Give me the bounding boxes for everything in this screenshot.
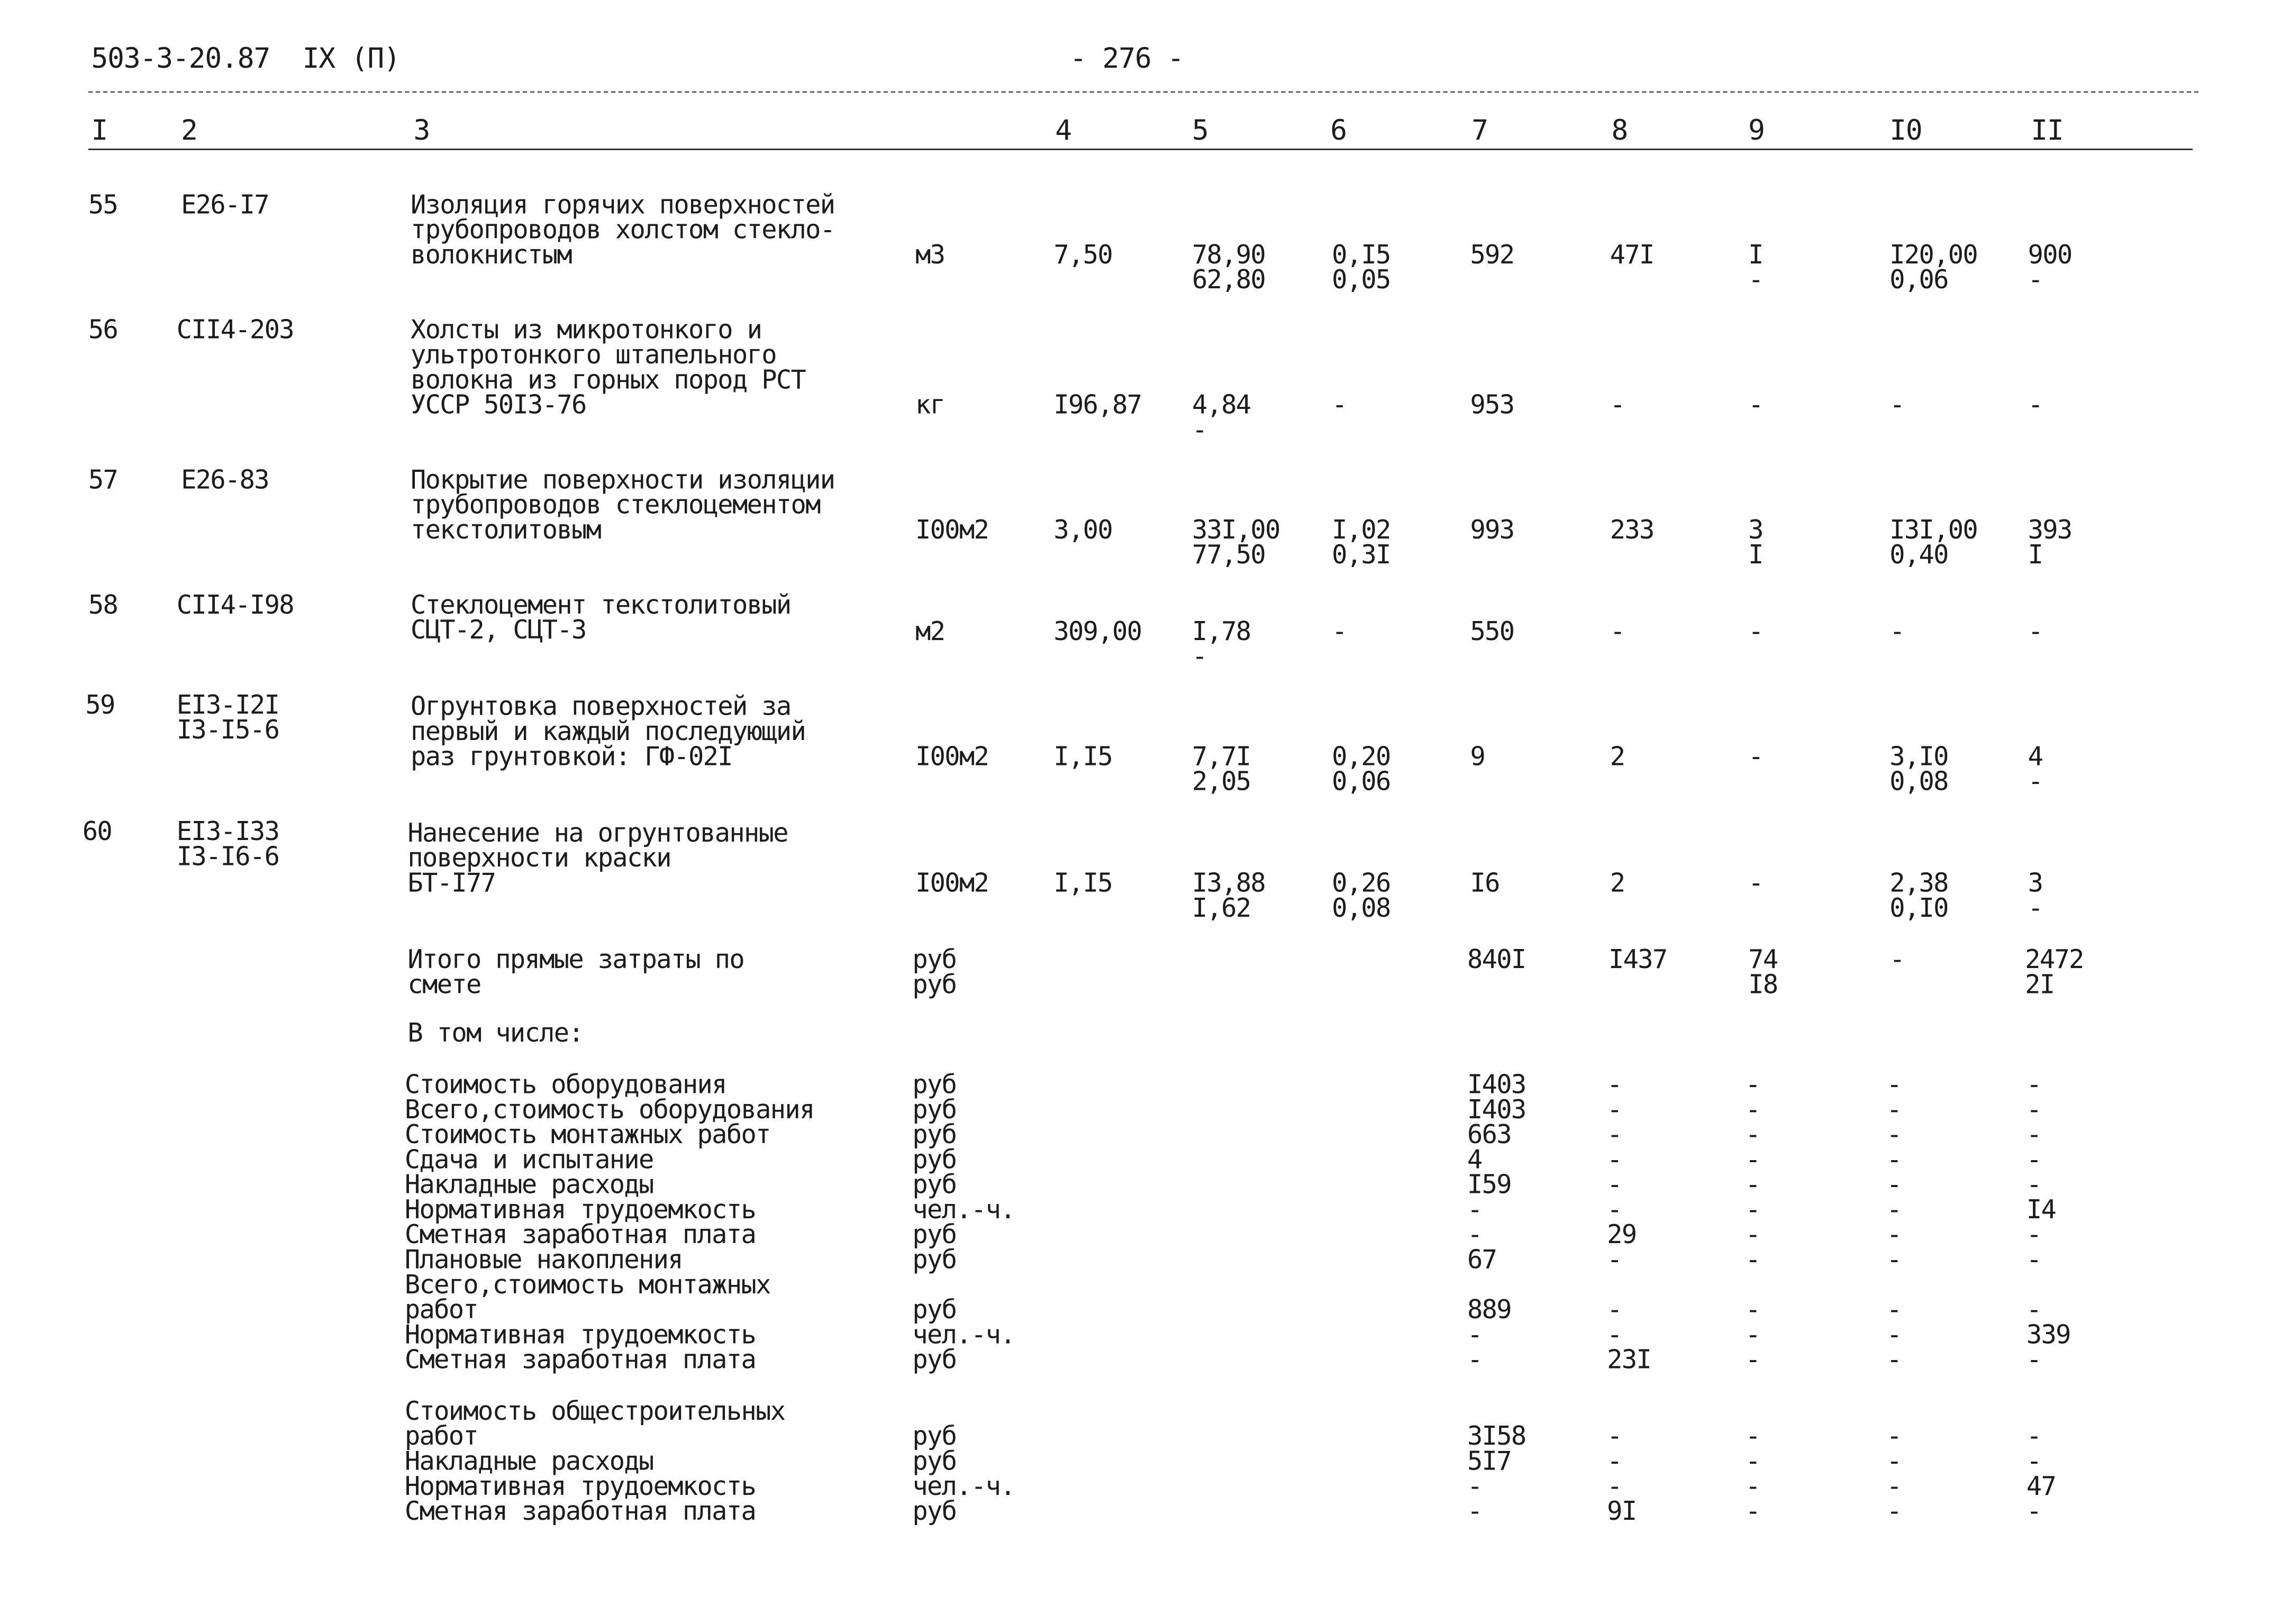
column-header-2: 2 (181, 114, 197, 148)
summary-labels: Стоимость оборудования Всего,стоимость оборудования Стоимость монтажных работ Сдача и испытание Накладные расходы Нормативная трудоемкость Сметная заработная плата Плановые накопления Всего,стоимость монтажных работ Нормативная трудоемкость Сметная заработная плата (404, 1071, 814, 1376)
row-col7: I6 (1470, 869, 1500, 899)
column-header-8: 8 (1611, 114, 1628, 148)
row-col8: 233 (1610, 516, 1654, 546)
row-col10: 2,38 0,I0 (1889, 869, 1948, 924)
row-col11: 900 - (2028, 241, 2072, 296)
row-col10: 3,I0 0,08 (1889, 743, 1948, 798)
summary-col8: - - - - - - 29 - - - 23I (1607, 1071, 1651, 1376)
summary2-col7: 3I58 5I7 - - (1467, 1422, 1526, 1527)
column-header-4: 4 (1055, 114, 1071, 148)
row-col9: - (1748, 869, 1763, 899)
row-col6: 0,I5 0,05 (1332, 241, 1391, 296)
row-col5: I,78 - (1192, 618, 1251, 673)
row-unit: I00м2 (915, 869, 989, 899)
column-header-1: I (91, 114, 108, 148)
row-code: ЕI3-I2I I3-I5-6 (176, 691, 279, 746)
totals-col10: - (1889, 946, 1904, 976)
row-col5: 78,90 62,80 (1192, 241, 1266, 296)
row-quantity: 3,00 (1053, 516, 1112, 546)
header-rule (88, 149, 2193, 150)
row-col11: - (2028, 391, 2043, 421)
row-col5: 33I,00 77,50 (1192, 516, 1280, 571)
row-code: СII4-203 (176, 316, 294, 346)
row-col7: 9 (1470, 743, 1485, 773)
row-col8: - (1610, 618, 1625, 647)
row-col9: - (1748, 391, 1763, 421)
row-col10: I3I,00 0,40 (1889, 516, 1978, 571)
summary2-labels: Стоимость общестроительных работ Накладные расходы Нормативная трудоемкость Сметная заработная плата (404, 1398, 785, 1527)
row-col9: - (1748, 743, 1763, 773)
row-col6: 0,26 0,08 (1332, 869, 1391, 924)
summary2-col8: - - - 9I (1607, 1422, 1637, 1527)
row-col5: I3,88 I,62 (1192, 869, 1266, 924)
totals-label: Итого прямые затраты по смете (407, 946, 744, 1001)
including-label: В том числе: (407, 1019, 584, 1050)
top-rule (88, 91, 2198, 93)
row-col11: 3 - (2028, 869, 2043, 924)
row-quantity: 7,50 (1053, 241, 1112, 271)
totals-col8: I437 (1608, 946, 1667, 976)
row-col9: - (1748, 618, 1763, 647)
totals-col7: 840I (1467, 946, 1526, 976)
row-col7: 592 (1470, 241, 1514, 271)
row-number: 59 (85, 691, 115, 721)
row-col6: 0,20 0,06 (1332, 743, 1391, 798)
row-quantity: 309,00 (1053, 618, 1142, 647)
row-col10: - (1889, 391, 1904, 421)
row-col8: 2 (1610, 743, 1625, 773)
row-description: Огрунтовка поверхностей за первый и каждый последующий раз грунтовкой: ГФ-02I (410, 692, 806, 773)
row-col9: I - (1748, 241, 1763, 296)
row-col9: 3 I (1748, 516, 1763, 571)
row-code: Е26-I7 (181, 191, 269, 221)
row-col11: 393 I (2028, 516, 2072, 571)
row-col7: 550 (1470, 618, 1514, 647)
row-number: 60 (82, 818, 112, 848)
row-code: ЕI3-I33 I3-I6-6 (176, 818, 279, 873)
column-header-7: 7 (1471, 114, 1488, 148)
row-description: Нанесение на огрунтованные поверхности краски БТ-I77 (407, 819, 788, 899)
row-code: Е26-83 (181, 466, 269, 496)
row-col6: I,02 0,3I (1332, 516, 1391, 571)
row-col10: - (1889, 618, 1904, 647)
column-header-9: 9 (1748, 114, 1765, 148)
row-quantity: I,I5 (1053, 869, 1112, 899)
totals-unit: руб руб (912, 946, 957, 1001)
row-quantity: I,I5 (1053, 743, 1112, 773)
summary-units: руб руб руб руб руб чел.-ч. руб руб руб чел.-ч. руб (912, 1071, 1015, 1376)
row-code: СII4-I98 (176, 591, 294, 621)
totals-col9: 74 I8 (1748, 946, 1778, 1001)
row-number: 55 (88, 191, 118, 221)
row-number: 57 (88, 466, 118, 496)
row-unit: м2 (915, 618, 945, 647)
row-number: 56 (88, 316, 118, 346)
row-unit: м3 (915, 241, 945, 271)
document-code: 503-3-20.87 IX (П) (91, 42, 400, 75)
summary2-col10: - - - - (1886, 1422, 1902, 1527)
row-col7: 953 (1470, 391, 1514, 421)
row-col7: 993 (1470, 516, 1514, 546)
column-header-10: I0 (1889, 114, 1922, 148)
row-quantity: I96,87 (1053, 391, 1142, 421)
row-unit: I00м2 (915, 516, 989, 546)
column-header-5: 5 (1192, 114, 1208, 148)
row-col10: I20,00 0,06 (1889, 241, 1978, 296)
row-description: Изоляция горячих поверхностей трубопроводов холстом стекло- волокнистым (410, 191, 835, 271)
summary-col9: - - - - - - - - - - - (1745, 1071, 1760, 1376)
row-description: Покрытие поверхности изоляции трубопроводов стеклоцементом текстолитовым (410, 466, 835, 546)
row-description: Холсты из микротонкого и ультротонкого штапельного волокна из горных пород РСТ УССР 50I3-76 (410, 316, 806, 421)
summary-col11: - - - - - I4 - - - 339 - (2026, 1071, 2070, 1376)
row-col8: 47I (1610, 241, 1654, 271)
row-col5: 4,84 - (1192, 391, 1251, 446)
summary2-col11: - - 47 - (2026, 1422, 2056, 1527)
totals-col11: 2472 2I (2025, 946, 2084, 1001)
summary2-col9: - - - - (1745, 1422, 1760, 1527)
row-unit: кг (915, 391, 945, 421)
page-number: - 276 - (1070, 42, 1184, 75)
column-header-11: II (2031, 114, 2064, 148)
row-col11: - (2028, 618, 2043, 647)
summary2-units: руб руб чел.-ч. руб (912, 1422, 1015, 1527)
column-header-3: 3 (413, 114, 430, 148)
row-col11: 4 - (2028, 743, 2043, 798)
row-col5: 7,7I 2,05 (1192, 743, 1251, 798)
row-col8: 2 (1610, 869, 1625, 899)
row-unit: I00м2 (915, 743, 989, 773)
summary-col10: - - - - - - - - - - - (1886, 1071, 1902, 1376)
column-header-6: 6 (1330, 114, 1347, 148)
row-col8: - (1610, 391, 1625, 421)
summary-col7: I403 I403 663 4 I59 - - 67 889 - - (1467, 1071, 1526, 1376)
row-description: Стеклоцемент текстолитовый СЦТ-2, СЦТ-3 (410, 591, 791, 646)
row-number: 58 (88, 591, 118, 621)
row-col6: - (1332, 391, 1347, 421)
row-col6: - (1332, 618, 1347, 647)
